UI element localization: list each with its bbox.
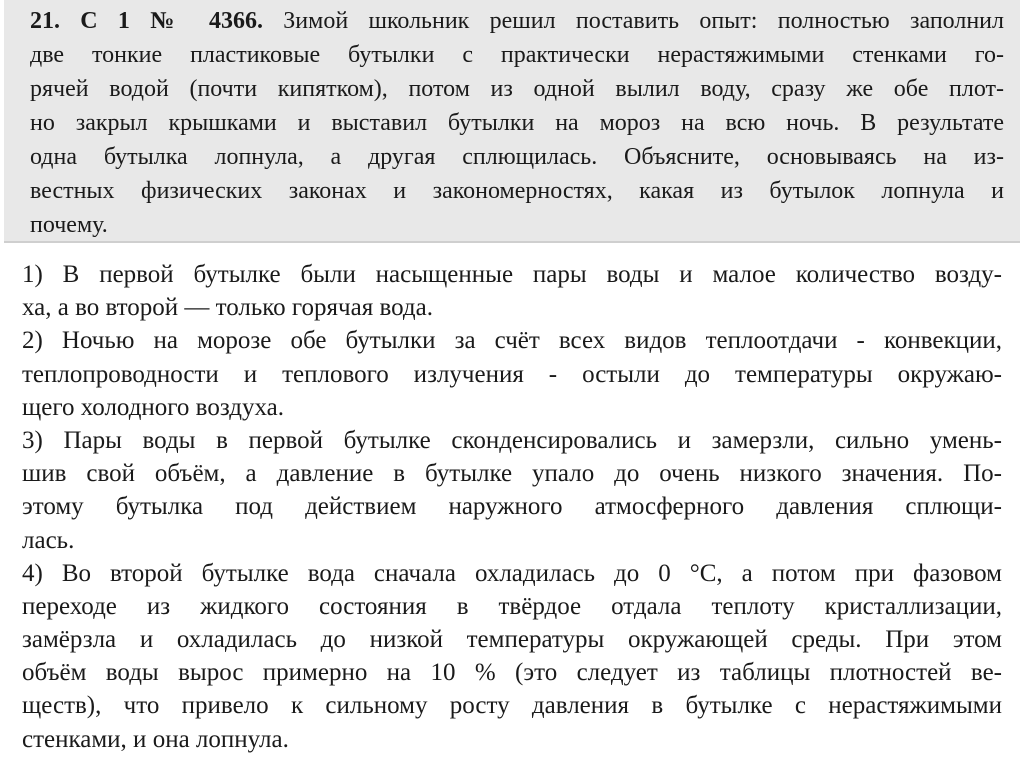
task-line-5: одна бутылка лопнула, а другая сплющилась. Объясните, основываясь на из- [30, 144, 1004, 170]
task-line-6: вестных физических законах и закономерностях, какая из бутылок лопнула и [30, 178, 1004, 204]
task-text [30, 4, 1004, 242]
answer-line-15: стенками, и она лопнула. [22, 725, 289, 753]
task-line-1 [30, 4, 1004, 38]
answer-line-13: объём воды вырос примерно на 10 % (это следует из таблицы плотностей ве- [22, 659, 1002, 687]
answer-line-1: 1) В первой бутылке были насыщенные пары воды и малое количество возду- [22, 261, 1002, 288]
task-line-4: но закрыл крышками и выставил бутылки на мороз на всю ночь. В результате [30, 110, 1004, 136]
answer-line-12: замёрзла и охладилась до низкой температуры окружающей среды. При этом [22, 626, 1002, 654]
task-line-3: рячей водой (почти кипятком), потом из одной вылил воду, сразу же обе плот- [30, 76, 1004, 102]
answer-line-8: этому бутылка под действием наружного атмосферного давления сплющи- [22, 493, 1002, 521]
answer-line-6: 3) Пары воды в первой бутылке сконденсировались и замерзли, сильно умень- [22, 426, 1002, 454]
task-statement [4, 0, 1020, 243]
answer-line-11: переходе из жидкого состояния в твёрдое отдала теплоту кристаллизации, [22, 592, 1002, 620]
answer-line-5: щего холодного воздуха. [22, 393, 284, 421]
task-number: 21. С 1 № 4366. [30, 8, 263, 34]
answer-line-4: теплопроводности и теплового излучения - остыли до температуры окружаю- [22, 360, 1002, 388]
task-line-2: две тонкие пластиковые бутылки с практически нерастяжимыми стенками го- [30, 42, 1004, 68]
answer-line-2: ха, а во второй — только горячая вода. [22, 294, 433, 322]
task-line-7: почему. [30, 212, 108, 238]
answer-line-14: ществ), что привело к сильному росту давления в бутылке с нерастяжимыми [22, 692, 1002, 720]
answer-line-7: шив свой объём, а давление в бутылке упало до очень низкого значения. По- [22, 460, 1002, 488]
answer-line-3: 2) Ночью на морозе обе бутылки за счёт всех видов теплоотдачи - конвекции, [22, 327, 1002, 355]
answer-text [22, 258, 1002, 756]
answer-line-10: 4) Во второй бутылке вода сначала охладилась до 0 °С, а потом при фазовом [22, 559, 1002, 587]
answer-line-9: лась. [22, 526, 75, 554]
task-line-1-text: Зимой школьник решил поставить опыт: полностью заполнил [283, 8, 1005, 34]
